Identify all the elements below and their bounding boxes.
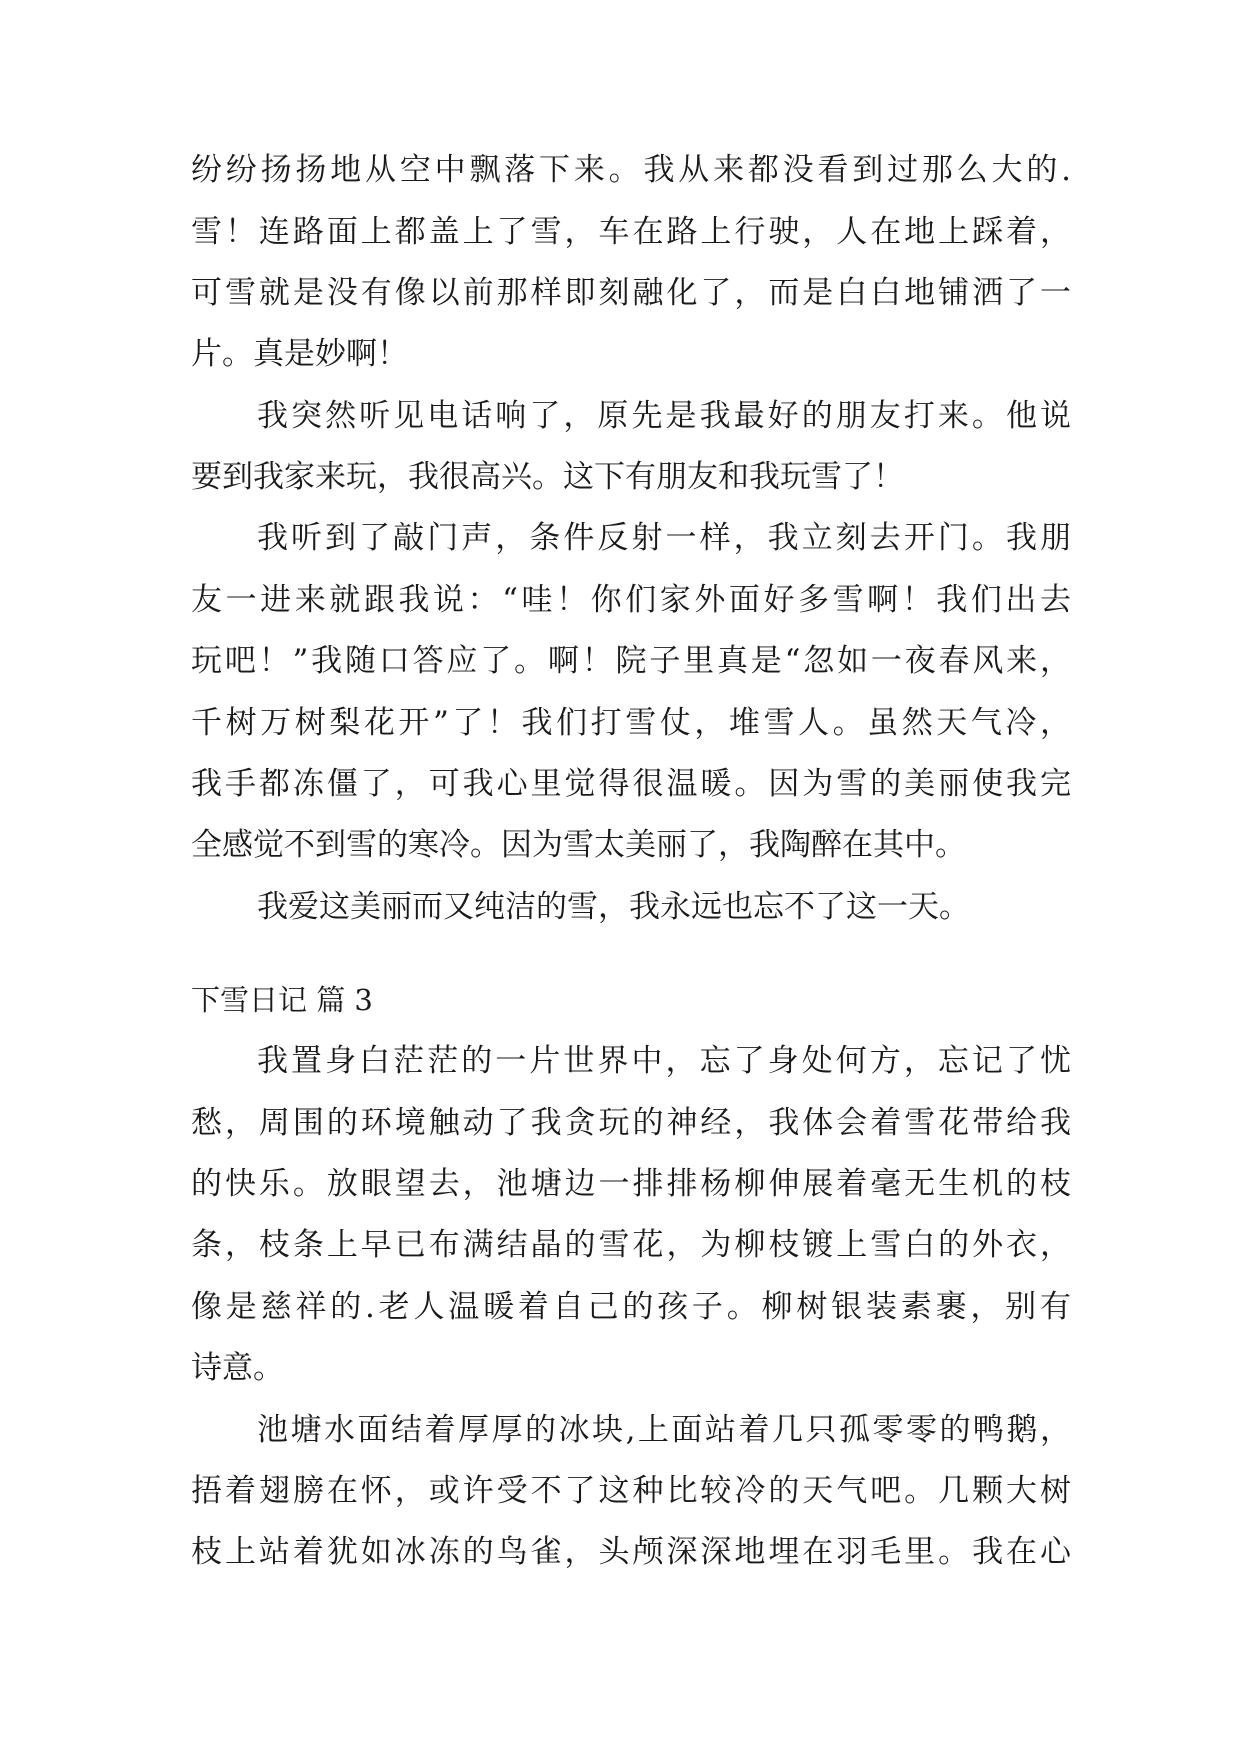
paragraph-line: 捂着翅膀在怀，或许受不了这种比较冷的天气吧。几颗大树: [191, 1473, 1071, 1509]
paragraph-line: 池塘水面结着厚厚的冰块,上面站着几只孤零零的鸭鹅，: [257, 1412, 1071, 1448]
paragraph-line: 像是慈祥的.老人温暖着自己的孩子。柳树银装素裹，别有: [191, 1289, 1071, 1325]
paragraph-line: 我手都冻僵了，可我心里觉得很温暖。因为雪的美丽使我完: [191, 766, 1071, 802]
paragraph-line: 的快乐。放眼望去，池塘边一排排杨柳伸展着毫无生机的枝: [191, 1166, 1071, 1202]
paragraph-line: 千树万树梨花开”了！我们打雪仗，堆雪人。虽然天气冷，: [191, 705, 1071, 741]
paragraph-line: 全感觉不到雪的寒冷。因为雪太美丽了，我陶醉在其中。: [191, 827, 966, 863]
paragraph-line: 诗意。: [191, 1350, 284, 1386]
paragraph-line: 可雪就是没有像以前那样即刻融化了，而是白白地铺洒了一: [191, 275, 1071, 311]
paragraph-line: 我置身白茫茫的一片世界中，忘了身处何方，忘记了忧: [257, 1043, 1071, 1079]
paragraph-line: 纷纷扬扬地从空中飘落下来。我从来都没看到过那么大的.: [191, 152, 1071, 188]
paragraph-line: 玩吧！”我随口答应了。啊！院子里真是“忽如一夜春风来，: [191, 643, 1071, 679]
paragraph-line: 枝上站着犹如冰冻的鸟雀，头颅深深地埋在羽毛里。我在心: [191, 1534, 1071, 1570]
paragraph-line: 要到我家来玩，我很高兴。这下有朋友和我玩雪了！: [191, 459, 904, 495]
paragraph-line: 愁，周围的环境触动了我贪玩的神经，我体会着雪花带给我: [191, 1105, 1071, 1141]
paragraph-line: 我爱这美丽而又纯洁的雪，我永远也忘不了这一天。: [257, 889, 970, 925]
paragraph-line: 我突然听见电话响了，原先是我最好的朋友打来。他说: [257, 398, 1071, 434]
paragraph-line: 友一进来就跟我说：“哇！你们家外面好多雪啊！我们出去: [191, 582, 1071, 618]
paragraph-line: 片。真是妙啊！: [191, 336, 408, 372]
paragraph-line: 条，枝条上早已布满结晶的雪花，为柳枝镀上雪白的外衣，: [191, 1227, 1071, 1263]
paragraph-line: 雪！连路面上都盖上了雪，车在路上行驶，人在地上踩着，: [191, 214, 1071, 250]
section-heading: 下雪日记 篇 3: [191, 983, 373, 1017]
paragraph-line: 我听到了敲门声，条件反射一样，我立刻去开门。我朋: [257, 520, 1071, 556]
